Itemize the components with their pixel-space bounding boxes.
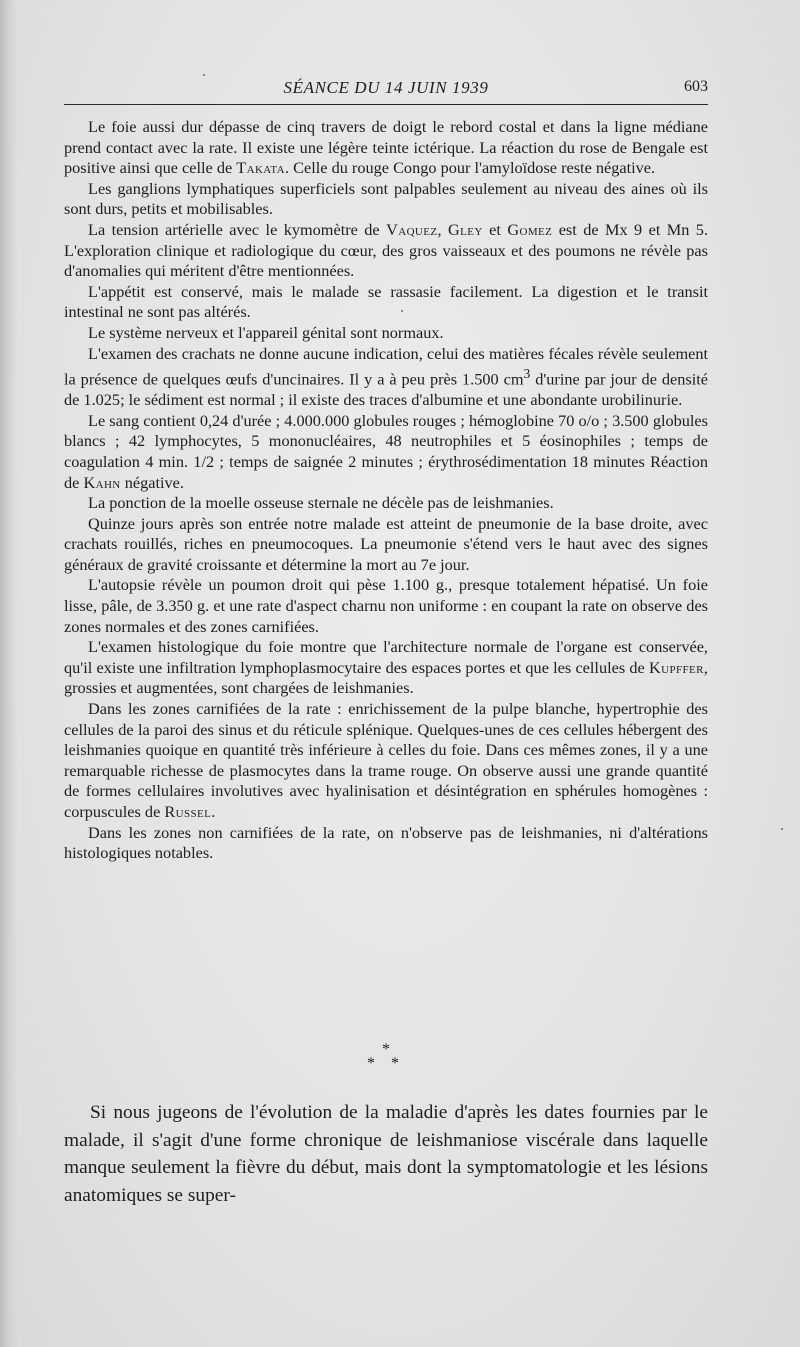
paragraph-zones-carnifiees-b: . [211,802,216,822]
scan-speck [203,74,205,76]
paragraph-appetit: L'appétit est conservé, mais le malade se rassasie facilement. La digestion et le transit intestinal ne sont pas altérés. [64,281,708,322]
paragraph-histologie-foie [64,637,708,699]
header-rule [64,104,708,105]
paragraph-tension-c: et [482,219,508,239]
paragraph-zones-carnifiees [64,699,708,823]
body-text [64,117,708,864]
page-number: 603 [684,78,708,95]
author-name-gley: Gley [448,219,483,239]
author-name-kupffer: Kupffer [649,657,704,677]
author-name-kahn: Kahn [83,472,121,492]
author-name-russel: Russel [164,802,212,822]
paragraph-zones-carnifiees-a: Dans les zones carnifiées de la rate : enrichissement de la pulpe blanche, hypertrophie des cellules de la paroi des sinus et du réticule splénique. Quelques-unes de ces cellules hébergent des leishmanies quoique en quantité très inférieure à celles du foie. Dans ces mêmes zones, il y a une remarquable richesse de plasmocytes dans la trame rouge. On observe aussi une grande quantité de formes cellulaires involutives avec hyalinisation et désintégration en sphérules homogènes : corpuscules de [64,699,708,822]
paragraph-pneumonie: Quinze jours après son entrée notre malade est atteint de pneumonie de la base droite, avec crachats rouillés, riches en pneumocoques. La pneumonie s'étend vers le haut avec des signes généraux de gravité croissante et détermine la mort au 7e jour. [64,513,708,574]
paragraph-conclusion: Si nous jugeons de l'évolution de la maladie d'après les dates fournies par le malade, il s'agit d'une forme chronique de leishmaniose viscérale dans laquelle manque seulement la fièvre du début, mais dont la symptomatologie et les lésions anatomiques se super- [64,1102,708,1206]
paragraph-tension [64,220,708,282]
paragraph-crachats-b: d'urine par jour de densité de 1.025; le sédiment est normal ; il existe des traces d'albumine et une abondante urobilinurie. [64,369,708,410]
separator-stars-bottom: * * [367,1055,405,1072]
paragraph-histologie-foie-a: L'examen histologique du foie montre que l'architecture normale de l'organe est conservée, qu'il existe une infiltration lymphoplasmocytaire des espaces portes et que les cellules de [64,637,708,677]
paragraph-ganglions: Les ganglions lymphatiques superficiels sont palpables seulement au niveau des aines où ils sont durs, petits et mobilisables. [64,178,708,219]
section-separator [64,1043,708,1071]
paragraph-histologie-foie-b: , grossies et augmentées, sont chargées de leishmanies. [64,657,708,698]
paragraph-liver-tail: . Celle du rouge Congo pour l'amyloïdose reste négative. [285,158,656,178]
paragraph-crachats-a: L'examen des crachats ne donne aucune indication, celui des matières fécales révèle seulement la présence de quelques œufs d'uncinaires. Il y a à peu près 1.500 cm [64,343,708,389]
author-name-takata: Takata [236,158,286,178]
paragraph-sang [64,411,708,493]
scan-speck [401,310,403,312]
paragraph-sang-b: négative. [120,472,184,492]
separator-star-top: * [382,1041,390,1058]
running-head-title: SÉANCE DU 14 JUIN 1939 [283,78,489,97]
paragraph-zones-non-carnifiees: Dans les zones non carnifiées de la rate, on n'observe pas de leishmanies, ni d'altérations histologiques notables. [64,822,708,863]
conclusion-text [64,1099,708,1209]
paragraph-tension-a: La tension artérielle avec le kymomètre de [88,219,387,239]
running-head [64,78,708,102]
paragraph-autopsie: L'autopsie révèle un poumon droit qui pèse 1.100 g., presque totalement hépatisé. Un foie lisse, pâle, de 3.350 g. et une rate d'aspect charnu non uniforme : en coupant la rate on observe des zones normales et des zones carnifiées. [64,575,708,636]
paragraph-liver-text: Le foie aussi dur dépasse de cinq travers de doigt le rebord costal et dans la ligne médiane prend contact avec la rate. Il existe une légère teinte ictérique. La réaction du rose de Bengale est positive ainsi que celle de [64,117,708,178]
paragraph-ponction: La ponction de la moelle osseuse sternale ne décèle pas de leishmanies. [88,493,554,513]
author-name-gomez: Gomez [507,219,553,239]
paragraph-tension-b: , [437,219,449,239]
superscript-3: 3 [523,366,531,382]
spine-shadow [0,0,18,1347]
paragraph-tension-d: est de Mx 9 et Mn 5. L'exploration clinique et radiologique du cœur, des gros vaisseaux et des poumons ne révèle pas d'anomalies qui méritent d'être mentionnées. [64,219,709,281]
paragraph-crachats [64,344,708,411]
author-name-vaquez: Vaquez [386,219,438,239]
paragraph-liver [64,117,708,179]
scan-speck [781,828,783,830]
paragraph-sang-a: Le sang contient 0,24 d'urée ; 4.000.000 globules rouges ; hémoglobine 70 o/o ; 3.500 globules blancs ; 42 lymphocytes, 5 mononucléaires, 48 neutrophiles et 5 éosinophiles ; temps de coagulation 4 min. 1/2 ; temps de saignée 2 minutes ; érythrosédimentation 18 minutes Réaction de [64,410,708,492]
paragraph-systeme-nerveux: Le système nerveux et l'appareil génital sont normaux. [88,322,444,342]
